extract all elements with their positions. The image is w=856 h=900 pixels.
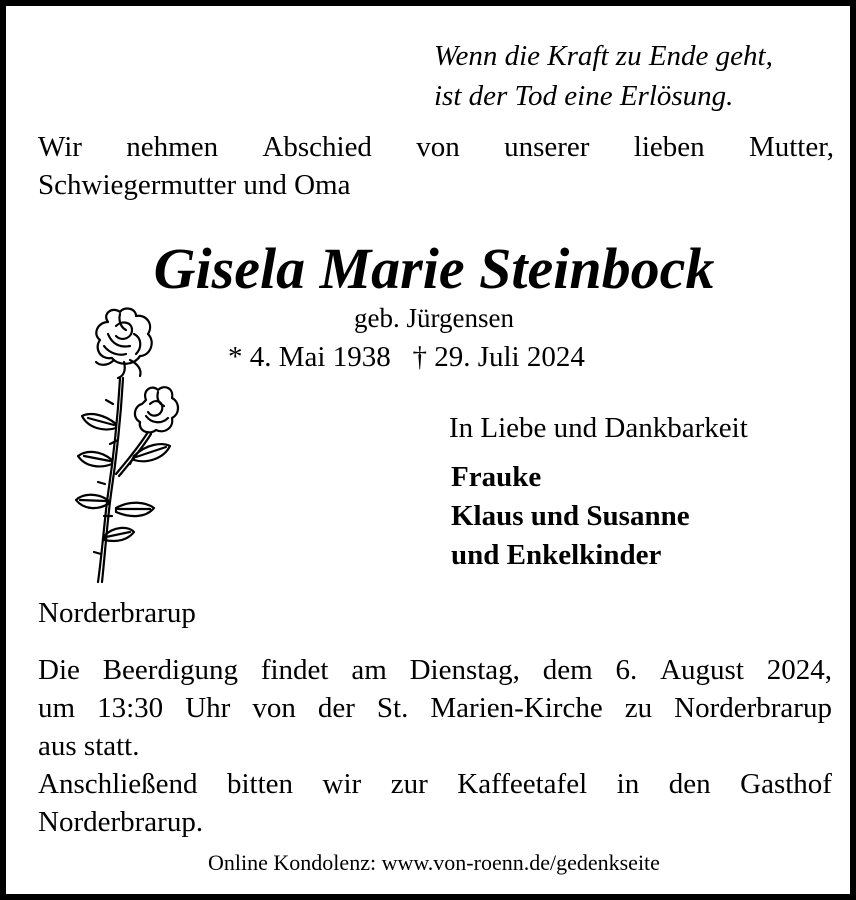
word: lieben xyxy=(633,131,705,163)
word: wir xyxy=(322,768,362,800)
word: von xyxy=(416,131,460,163)
life-dates xyxy=(228,340,585,374)
word: Kaffeetafel xyxy=(457,768,588,800)
word: der xyxy=(317,692,355,724)
thanks-line: In Liebe und Dankbarkeit xyxy=(449,412,748,444)
funeral-line-4 xyxy=(38,765,832,803)
word: Beerdigung xyxy=(102,654,239,686)
word: nehmen xyxy=(126,131,219,163)
funeral-notice xyxy=(38,651,832,841)
word: Dienstag, xyxy=(409,654,520,686)
quote xyxy=(434,36,834,116)
quote-line-1: Wenn die Kraft zu Ende geht, xyxy=(434,40,773,72)
word: Anschließend xyxy=(38,768,198,800)
word: den xyxy=(668,768,711,800)
rose-icon xyxy=(68,304,193,586)
word: bitten xyxy=(226,768,294,800)
birth-date: * 4. Mai 1938 xyxy=(228,341,391,373)
birth-name: geb. Jürgensen xyxy=(354,303,514,333)
word: Die xyxy=(38,654,80,686)
place: Norderbrarup xyxy=(38,597,196,629)
mourners-list xyxy=(451,458,690,575)
word: Wir xyxy=(38,131,82,163)
word: dem xyxy=(542,654,593,686)
quote-line-2: ist der Tod eine Erlösung. xyxy=(434,80,734,112)
funeral-line-5: Norderbrarup. xyxy=(38,806,204,838)
word: 6. xyxy=(615,654,638,686)
word: findet xyxy=(260,654,329,686)
mourner: Klaus und Susanne xyxy=(451,500,690,532)
word: St. xyxy=(376,692,409,724)
word: Mutter, xyxy=(748,131,834,163)
online-condolence: Online Kondolenz: www.von-roenn.de/gedenkseite xyxy=(208,850,660,875)
word: 13:30 xyxy=(97,692,164,724)
word: in xyxy=(616,768,640,800)
death-date: † 29. Juli 2024 xyxy=(412,341,585,373)
word: Marien-Kirche xyxy=(430,692,603,724)
intro-text xyxy=(38,128,834,204)
word: am xyxy=(351,654,387,686)
mourner: Frauke xyxy=(451,461,542,493)
word: Gasthof xyxy=(740,768,832,800)
word: unserer xyxy=(504,131,590,163)
word: um xyxy=(38,692,76,724)
funeral-line-1 xyxy=(38,651,832,689)
intro-line-1 xyxy=(38,128,834,166)
word: von xyxy=(252,692,296,724)
funeral-line-2 xyxy=(38,689,832,727)
funeral-line-3: aus statt. xyxy=(38,730,140,762)
word: zur xyxy=(390,768,428,800)
word: Abschied xyxy=(262,131,372,163)
mourner: und Enkelkinder xyxy=(451,539,662,571)
word: Norderbrarup xyxy=(674,692,832,724)
word: August xyxy=(660,654,744,686)
intro-line-2: Schwiegermutter und Oma xyxy=(38,169,351,201)
word: Uhr xyxy=(185,692,231,724)
word: 2024, xyxy=(766,654,832,686)
deceased-name: Gisela Marie Steinbock xyxy=(153,236,715,301)
word: zu xyxy=(624,692,653,724)
